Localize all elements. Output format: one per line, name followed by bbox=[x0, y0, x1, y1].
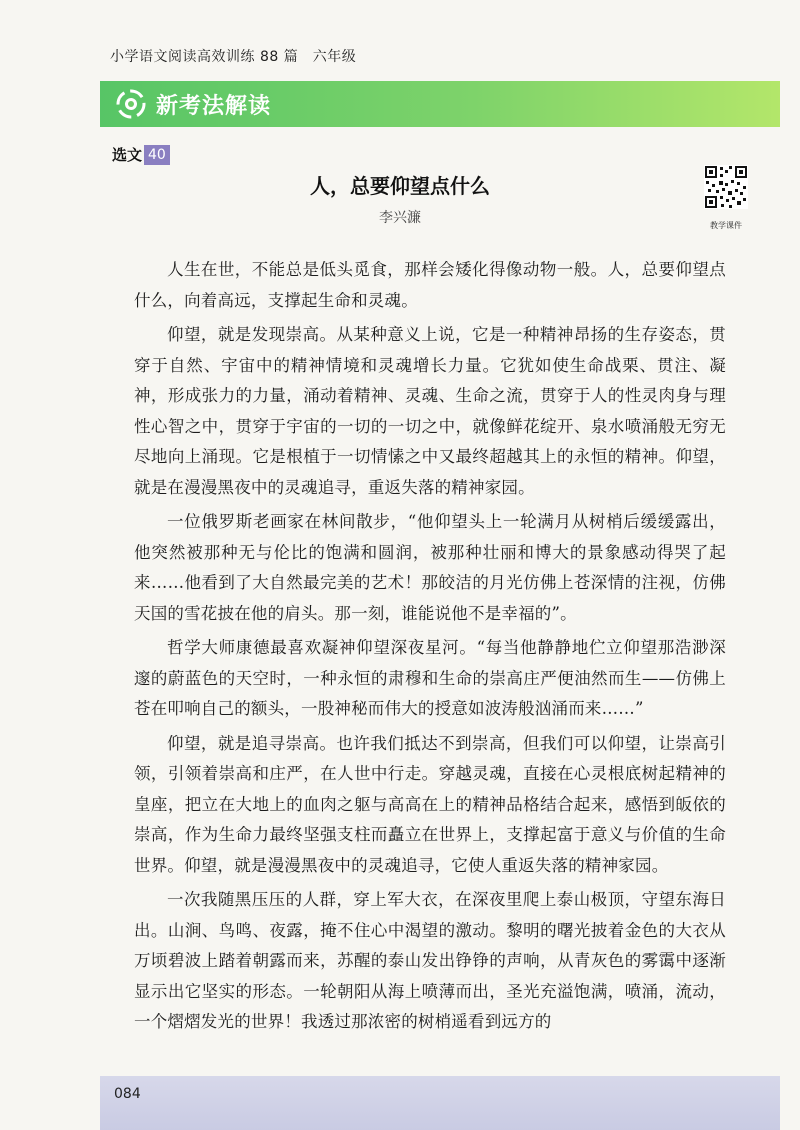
banner-title: 新考法解读 bbox=[156, 93, 272, 119]
page-number: 084 bbox=[114, 1086, 141, 1102]
paragraph: 哲学大师康德最喜欢凝神仰望深夜星河。“每当他静静地伫立仰望那浩渺深邃的蔚蓝色的天空时，一种永恒的肃穆和生命的崇高庄严便油然而生——仿佛上苍在叩响自己的额头，一股神秘而伟大的授意如波涛般汹涌而来……” bbox=[134, 638, 726, 718]
qr-code-icon[interactable] bbox=[704, 165, 748, 209]
selection-label bbox=[112, 144, 170, 165]
section-banner bbox=[100, 81, 780, 127]
paragraph: 一次我随黑压压的人群，穿上军大衣，在深夜里爬上泰山极顶，守望东海日出。山涧、鸟鸣、夜露，掩不住心中渴望的激动。黎明的曙光披着金色的大衣从万顷碧波上踏着朝露而来，苏醒的泰山发出铮铮的声响，从青灰色的雾霭中逐渐显示出它坚实的形态。一轮朝阳从海上喷薄而出，圣光充溢饱满，喷涌，流动，一个熠熠发光的世界！我透过那浓密的树梢遥看到远方的 bbox=[134, 890, 726, 1031]
paragraph: 一位俄罗斯老画家在林间散步，“他仰望头上一轮满月从树梢后缓缓露出，他突然被那种无与伦比的饱满和圆润，被那种壮丽和博大的景象感动得哭了起来……他看到了大自然最完美的艺术！那皎洁的月光仿佛上苍深情的注视，仿佛天国的雪花披在他的肩头。那一刻，谁能说他不是幸福的”。 bbox=[134, 512, 726, 623]
qr-caption: 教学课件 bbox=[710, 221, 742, 230]
running-header: 小学语文阅读高效训练 88 篇 六年级 bbox=[110, 49, 357, 65]
swirl-logo-icon bbox=[116, 89, 146, 119]
article-body bbox=[134, 255, 726, 1042]
paragraph: 仰望，就是追寻崇高。也许我们抵达不到崇高，但我们可以仰望，让崇高引领，引领着崇高和庄严，在人世中行走。穿越灵魂，直接在心灵根底树起精神的皇座，把立在大地上的血肉之躯与高高在上的精神品格结合起来，感悟到皈依的崇高，作为生命力最终坚强支柱而矗立在世界上，支撑起富于意义与价值的生命世界。仰望，就是漫漫黑夜中的灵魂追寻，它使人重返失落的精神家园。 bbox=[134, 733, 726, 875]
article-title: 人，总要仰望点什么 bbox=[310, 174, 490, 198]
footer-band bbox=[100, 1076, 780, 1130]
article-author: 李兴濂 bbox=[379, 210, 421, 226]
selection-text: 选文 bbox=[112, 146, 143, 164]
paragraph: 人生在世，不能总是低头觅食，那样会矮化得像动物一般。人，总要仰望点什么，向着高远，支撑起生命和灵魂。 bbox=[134, 260, 726, 310]
selection-number-badge: 40 bbox=[144, 145, 170, 165]
paragraph: 仰望，就是发现崇高。从某种意义上说，它是一种精神昂扬的生存姿态，贯穿于自然、宇宙中的精神情境和灵魂增长力量。它犹如使生命战栗、贯注、凝神，形成张力的力量，涌动着精神、灵魂、生命之流，贯穿于人的性灵肉身与理性心智之中，贯穿于宇宙的一切的一切之中，就像鲜花绽开、泉水喷涌般无穷无尽地向上涌现。它是根植于一切情愫之中又最终超越其上的永恒的精神。仰望，就是在漫漫黑夜中的灵魂追寻，重返失落的精神家园。 bbox=[134, 325, 726, 497]
